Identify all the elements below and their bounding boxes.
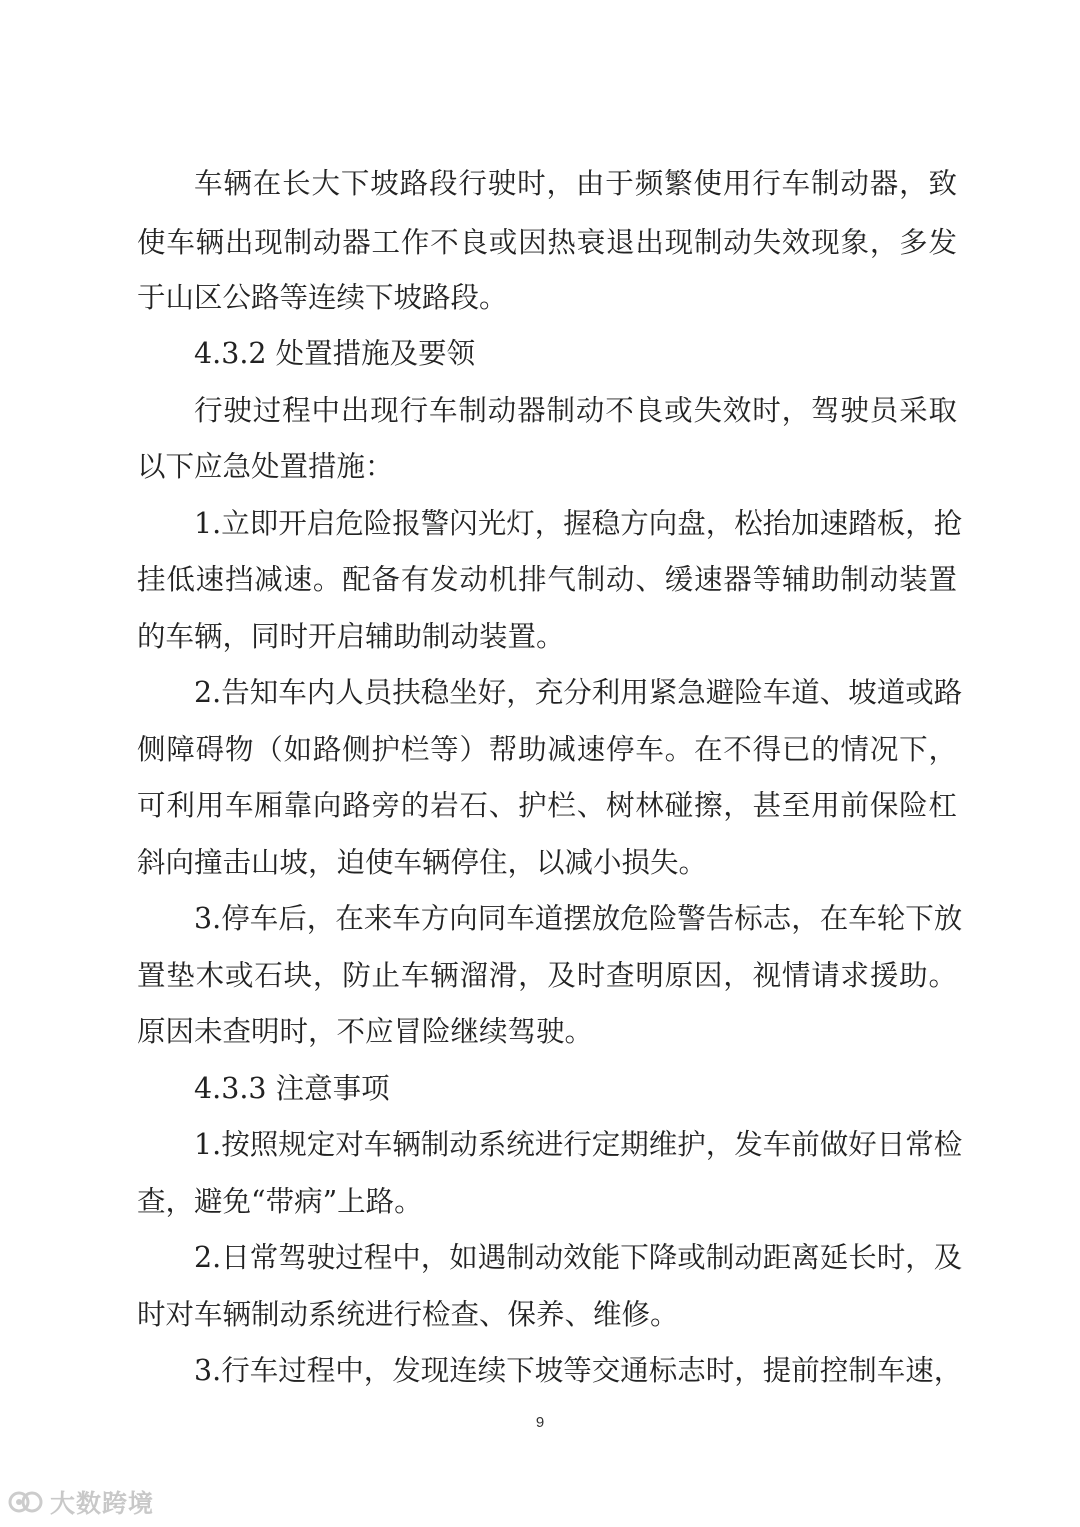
- watermark: [8, 1486, 154, 1518]
- paragraph-line: 可利用车厢靠向路旁的岩石、护栏、树林碰擦，甚至用前保险杠: [137, 789, 957, 822]
- paragraph-line: 挂低速挡减速。配备有发动机排气制动、缓速器等辅助制动装置: [137, 563, 957, 596]
- paragraph-line: 行驶过程中出现行车制动器制动不良或失效时，驾驶员采取: [194, 394, 957, 427]
- paragraph-line: 车辆在长大下坡路段行驶时，由于频繁使用行车制动器，致: [194, 167, 957, 200]
- paragraph-line: 原因未查明时，不应冒险继续驾驶。: [137, 1015, 594, 1048]
- paragraph-line: 3.停车后，在来车方向同车道摆放危险警告标志，在车轮下放: [194, 902, 963, 935]
- paragraph-line: 2.日常驾驶过程中，如遇制动效能下降或制动距离延长时，及: [194, 1241, 963, 1274]
- watermark-text: 大数跨境: [50, 1489, 155, 1518]
- paragraph-line: 1.立即开启危险报警闪光灯，握稳方向盘，松抬加速踏板，抢: [194, 507, 963, 540]
- paragraph-line: 1.按照规定对车辆制动系统进行定期维护，发车前做好日常检: [194, 1128, 963, 1161]
- paragraph-line: 3.行车过程中，发现连续下坡等交通标志时，提前控制车速，: [194, 1354, 963, 1387]
- paragraph-line: 查，避免“带病”上路。: [137, 1185, 423, 1218]
- paragraph-line: 时对车辆制动系统进行检查、保养、维修。: [137, 1298, 679, 1331]
- watermark-logo-icon: [8, 1489, 44, 1515]
- paragraph-line: 于山区公路等连续下坡路段。: [137, 281, 508, 314]
- section-heading: 4.3.2 处置措施及要领: [194, 337, 476, 370]
- paragraph-line: 斜向撞击山坡，迫使车辆停住，以减小损失。: [137, 846, 708, 879]
- paragraph-line: 使车辆出现制动器工作不良或因热衰退出现制动失效现象，多发: [137, 226, 957, 259]
- paragraph-line: 2.告知车内人员扶稳坐好，充分利用紧急避险车道、坡道或路: [194, 676, 963, 709]
- paragraph-line: 以下应急处置措施：: [137, 450, 394, 483]
- paragraph-line: 侧障碍物（如路侧护栏等）帮助减速停车。在不得已的情况下，: [137, 733, 957, 766]
- section-heading: 4.3.3 注意事项: [194, 1072, 390, 1105]
- page-number: 9: [535, 1414, 545, 1431]
- paragraph-line: 置垫木或石块，防止车辆溜滑，及时查明原因，视情请求援助。: [137, 959, 957, 992]
- paragraph-line: 的车辆，同时开启辅助制动装置。: [137, 620, 565, 653]
